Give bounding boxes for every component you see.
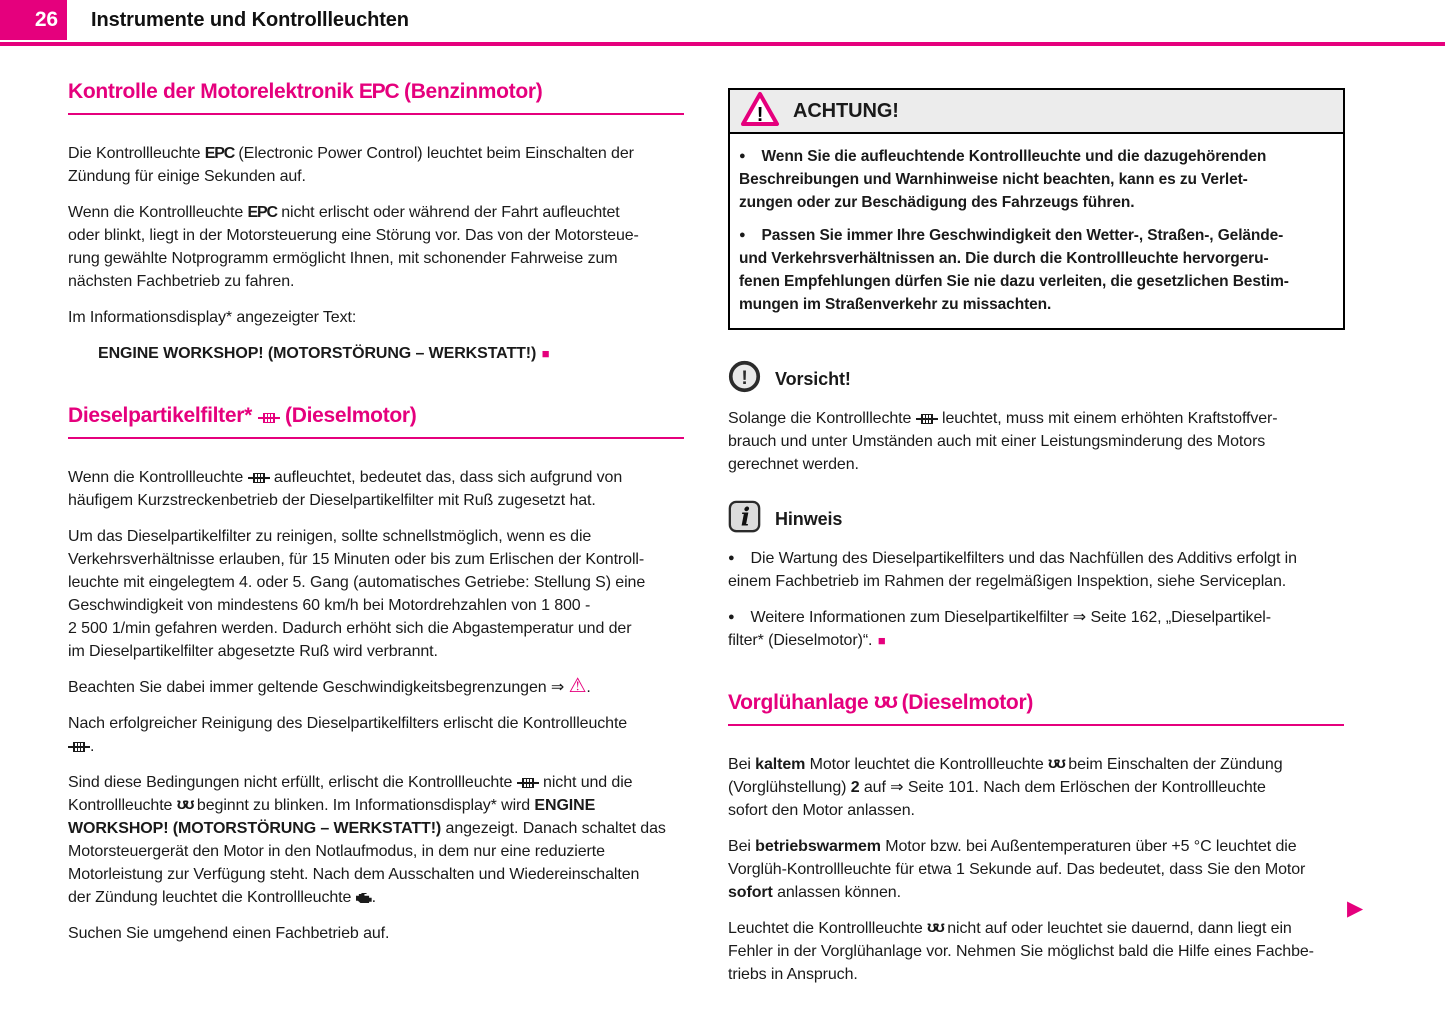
note-section — [728, 500, 1388, 652]
note-title: Hinweis — [775, 508, 843, 529]
text-segment: zungen oder zur Beschädigung des Fahrzeugs führen. — [739, 194, 1135, 211]
caution-section — [728, 360, 1388, 476]
text-segment: gerechnet werden. — [728, 456, 859, 473]
warning-box-body — [730, 134, 1343, 328]
text-segment: sofort den Motor anlassen. — [728, 802, 915, 819]
text-segment: Bei — [728, 838, 756, 855]
text-segment: Vorglüh-Kontrollleuchte für etwa 1 Sekunde auf. Das bedeutet, dass Sie den Motor — [728, 861, 1306, 878]
text-segment: Kontrollleuchte — [68, 797, 177, 814]
dpf-filter-icon — [258, 413, 280, 423]
text-segment: Geschwindigkeit von mindestens 60 km/h bei Motordrehzahlen von 1 800 - — [68, 597, 591, 614]
text-segment: leuchte mit eingelegtem 4. oder 5. Gang (automatisches Getriebe: Stellung S) eine — [68, 574, 646, 591]
text-segment: Die Kontrollleuchte — [68, 145, 205, 162]
text-segment: Bei — [728, 756, 756, 773]
dpf-filter-icon — [68, 742, 90, 752]
text-segment: nicht erlischt oder während der Fahrt aufleuchtet — [276, 204, 620, 221]
continued-next-page-arrow: ▶ — [1347, 897, 1364, 920]
glow-plug-icon: ʊʊ — [873, 690, 897, 713]
text-segment: einem Fachbetrieb im Rahmen der regelmäßigen Inspektion, siehe Serviceplan. — [728, 573, 1287, 590]
text-segment: Passen Sie immer Ihre Geschwindigkeit den Wetter-, Straßen-, Gelände- — [761, 227, 1284, 244]
text-segment: angezeigt. Danach schaltet das — [441, 820, 666, 837]
text-segment: Motor bzw. bei Außentemperaturen über +5 °C leuchtet die — [880, 838, 1297, 855]
caution-header — [728, 360, 1388, 398]
text-segment: mungen im Straßenverkehr zu missachten. — [739, 296, 1052, 313]
glow-plug-icon: ʊʊ — [176, 796, 193, 813]
display-text-line — [68, 342, 720, 365]
text-segment: triebs in Anspruch. — [728, 966, 858, 983]
text-segment: WORKSHOP! (MOTORSTÖRUNG – WERKSTATT!) — [68, 820, 442, 837]
page-number-badge: 26 — [0, 0, 67, 40]
warning-item — [739, 145, 1334, 214]
glow-plug-icon: ʊʊ — [1048, 755, 1064, 772]
text-segment: Die Wartung des Dieselpartikelfilters und das Nachfüllen des Additivs erfolgt in — [750, 550, 1297, 567]
text-segment: 2 500 1/min gefahren werden. Dadurch erhöht sich die Abgastemperatur und der — [68, 620, 632, 637]
text-segment: Sind diese Bedingungen nicht erfüllt, erlischt die Kontrollleuchte — [68, 774, 517, 791]
text-segment: Motor leuchtet die Kontrollleuchte — [805, 756, 1049, 773]
paragraph-dpf-6 — [68, 922, 720, 945]
warning-box — [728, 88, 1345, 330]
text-segment: nicht und die — [538, 774, 633, 791]
paragraph-glow-3 — [728, 917, 1388, 986]
text-segment: Verkehrsverhältnisse erlauben, für 15 Minuten oder bis zum Erlischen der Kontroll- — [68, 551, 645, 568]
text-segment: leuchtet, muss mit einem erhöhten Kraftstoffver- — [937, 410, 1278, 427]
section-end-square: ■ — [538, 346, 550, 361]
warning-box-header — [730, 90, 1343, 134]
dpf-filter-icon — [517, 778, 539, 788]
paragraph-epc-1 — [68, 142, 720, 188]
warning-item — [739, 224, 1334, 316]
engine-icon — [356, 893, 372, 903]
text-segment: anlassen können. — [772, 884, 901, 901]
text-segment: nächsten Fachbetrieb zu fahren. — [68, 273, 295, 290]
text-segment: Wenn die Kontrollleuchte — [68, 469, 248, 486]
text-segment: Motorleistung zur Verfügung steht. Nach dem Ausschalten und Wiedereinschalten — [68, 866, 640, 883]
text-segment: . — [586, 679, 591, 696]
text-segment: Nach erfolgreicher Reinigung des Dieselpartikelfilters erlischt die Kontrollleuchte — [68, 715, 628, 732]
text-segment: und Verkehrsverhältnissen an. Die durch die Kontrollleuchte hervorgeru- — [739, 250, 1269, 267]
glow-plug-icon: ʊʊ — [927, 919, 943, 936]
right-column — [728, 88, 1388, 999]
text-segment: Beachten Sie dabei immer geltende Geschwindigkeitsbegrenzungen ⇒ — [68, 679, 569, 696]
text-segment: häufigem Kurzstreckenbetrieb der Dieselpartikelfilter mit Ruß zugesetzt hat. — [68, 492, 596, 509]
caution-title: Vorsicht! — [775, 368, 851, 389]
bullet-icon: ● — [739, 229, 746, 241]
info-icon — [728, 500, 761, 538]
text-segment: ENGINE — [534, 797, 596, 814]
text-segment: Beschreibungen und Warnhinweise nicht beachten, kann es zu Verlet- — [739, 171, 1248, 188]
section-heading-epc — [68, 80, 684, 115]
text-segment: rung gewählte Notprogramm ermöglicht Ihnen, mit schonender Fahrweise zum — [68, 250, 618, 267]
section-end-square: ■ — [874, 633, 886, 648]
text-segment: Weitere Informationen zum Dieselpartikelfilter ⇒ Seite 162, „Dieselpartikel- — [750, 609, 1271, 626]
text-segment: auf ⇒ Seite 101. Nach dem Erlöschen der Kontrollleuchte — [859, 779, 1266, 796]
dpf-filter-icon — [248, 473, 270, 483]
text-segment: kaltem — [755, 756, 806, 773]
text-segment: Suchen Sie umgehend einen Fachbetrieb auf. — [68, 925, 390, 942]
text-segment: Solange die Kontrolllechte — [728, 410, 916, 427]
epc-symbol: EPC — [204, 145, 235, 162]
paragraph-dpf-5 — [68, 771, 720, 909]
text-segment: Vorglühanlage — [728, 691, 874, 714]
text-segment: Fehler in der Vorglühanlage vor. Nehmen Sie möglichst bald die Hilfe eines Fachbe- — [728, 943, 1314, 960]
section-heading-glow-plug — [728, 691, 1344, 726]
section-heading-dpf — [68, 404, 684, 439]
note-item — [728, 547, 1388, 593]
text-segment: 2 — [850, 779, 860, 796]
page-title: Instrumente und Kontrollleuchten — [91, 9, 409, 31]
text-segment: Dieselpartikelfilter* — [68, 404, 258, 427]
header-rule — [0, 42, 1445, 46]
warning-title: ACHTUNG! — [793, 99, 899, 122]
text-segment: . — [90, 738, 95, 755]
paragraph-glow-1 — [728, 753, 1388, 822]
paragraph-epc-2 — [68, 201, 720, 293]
text-segment: aufleuchtet, bedeutet das, dass sich aufgrund von — [269, 469, 623, 486]
text-segment: Motorsteuergerät den Motor in den Notlaufmodus, in dem nur eine reduzierte — [68, 843, 605, 860]
note-item — [728, 606, 1388, 652]
warning-triangle-glyph: ⚠ — [568, 675, 587, 697]
dpf-filter-icon — [916, 414, 938, 424]
caution-text — [728, 407, 1388, 476]
text-segment: betriebswarmem — [755, 838, 881, 855]
svg-text:!: ! — [741, 367, 748, 389]
text-segment: ENGINE WORKSHOP! (MOTORSTÖRUNG – WERKSTATT!) — [98, 345, 537, 362]
svg-text:i: i — [740, 502, 751, 532]
bullet-icon: ● — [728, 611, 735, 623]
warning-triangle-icon — [740, 91, 780, 132]
text-segment: Im Informationsdisplay* angezeigter Text: — [68, 309, 357, 326]
paragraph-dpf-1 — [68, 466, 720, 512]
text-segment: Wenn Sie die aufleuchtende Kontrollleuchte und die dazugehörenden — [761, 148, 1267, 165]
left-column — [68, 80, 720, 958]
note-header — [728, 500, 1388, 538]
text-segment: (Dieselmotor) — [279, 404, 417, 427]
paragraph-glow-2 — [728, 835, 1388, 904]
text-segment: fenen Empfehlungen dürfen Sie nie dazu verleiten, die gesetzlichen Bestim- — [739, 273, 1289, 290]
text-segment: (Electronic Power Control) leuchtet beim Einschalten der — [234, 145, 634, 162]
text-segment: beim Einschalten der Zündung — [1063, 756, 1283, 773]
text-segment: sofort — [728, 884, 773, 901]
text-segment: Um das Dieselpartikelfilter zu reinigen, sollte schnellstmöglich, wenn es die — [68, 528, 592, 545]
paragraph-display-text-intro — [68, 306, 720, 329]
text-segment: (Dieselmotor) — [896, 691, 1034, 714]
text-segment: Wenn die Kontrollleuchte — [68, 204, 248, 221]
paragraph-dpf-3 — [68, 676, 720, 699]
paragraph-dpf-4 — [68, 712, 720, 758]
text-segment: brauch und unter Umständen auch mit einer Leistungsminderung des Motors — [728, 433, 1266, 450]
text-segment: oder blinkt, liegt in der Motorsteuerung eine Störung vor. Das von der Motorsteue- — [68, 227, 639, 244]
svg-text:!: ! — [756, 103, 764, 126]
caution-circle-icon — [728, 360, 761, 398]
epc-symbol: EPC — [358, 80, 399, 103]
text-segment: . — [371, 889, 377, 906]
text-segment: im Dieselpartikelfilter abgesetzte Ruß wird verbrannt. — [68, 643, 438, 660]
text-segment: Leuchtet die Kontrollleuchte — [728, 920, 928, 937]
paragraph-dpf-2 — [68, 525, 720, 663]
text-segment: der Zündung leuchtet die Kontrollleuchte — [68, 889, 356, 906]
text-segment: Kontrolle der Motorelektronik — [68, 80, 359, 103]
epc-symbol: EPC — [247, 204, 277, 221]
text-segment: beginnt zu blinken. Im Informationsdisplay* wird — [192, 797, 535, 814]
text-segment: Zündung für einige Sekunden auf. — [68, 168, 306, 185]
text-segment: (Vorglühstellung) — [728, 779, 851, 796]
text-segment: nicht auf oder leuchtet sie dauernd, dann liegt ein — [942, 920, 1292, 937]
bullet-icon: ● — [739, 150, 746, 162]
text-segment: filter* (Dieselmotor)“. — [728, 632, 873, 649]
text-segment: (Benzinmotor) — [398, 80, 543, 103]
bullet-icon: ● — [728, 552, 735, 564]
